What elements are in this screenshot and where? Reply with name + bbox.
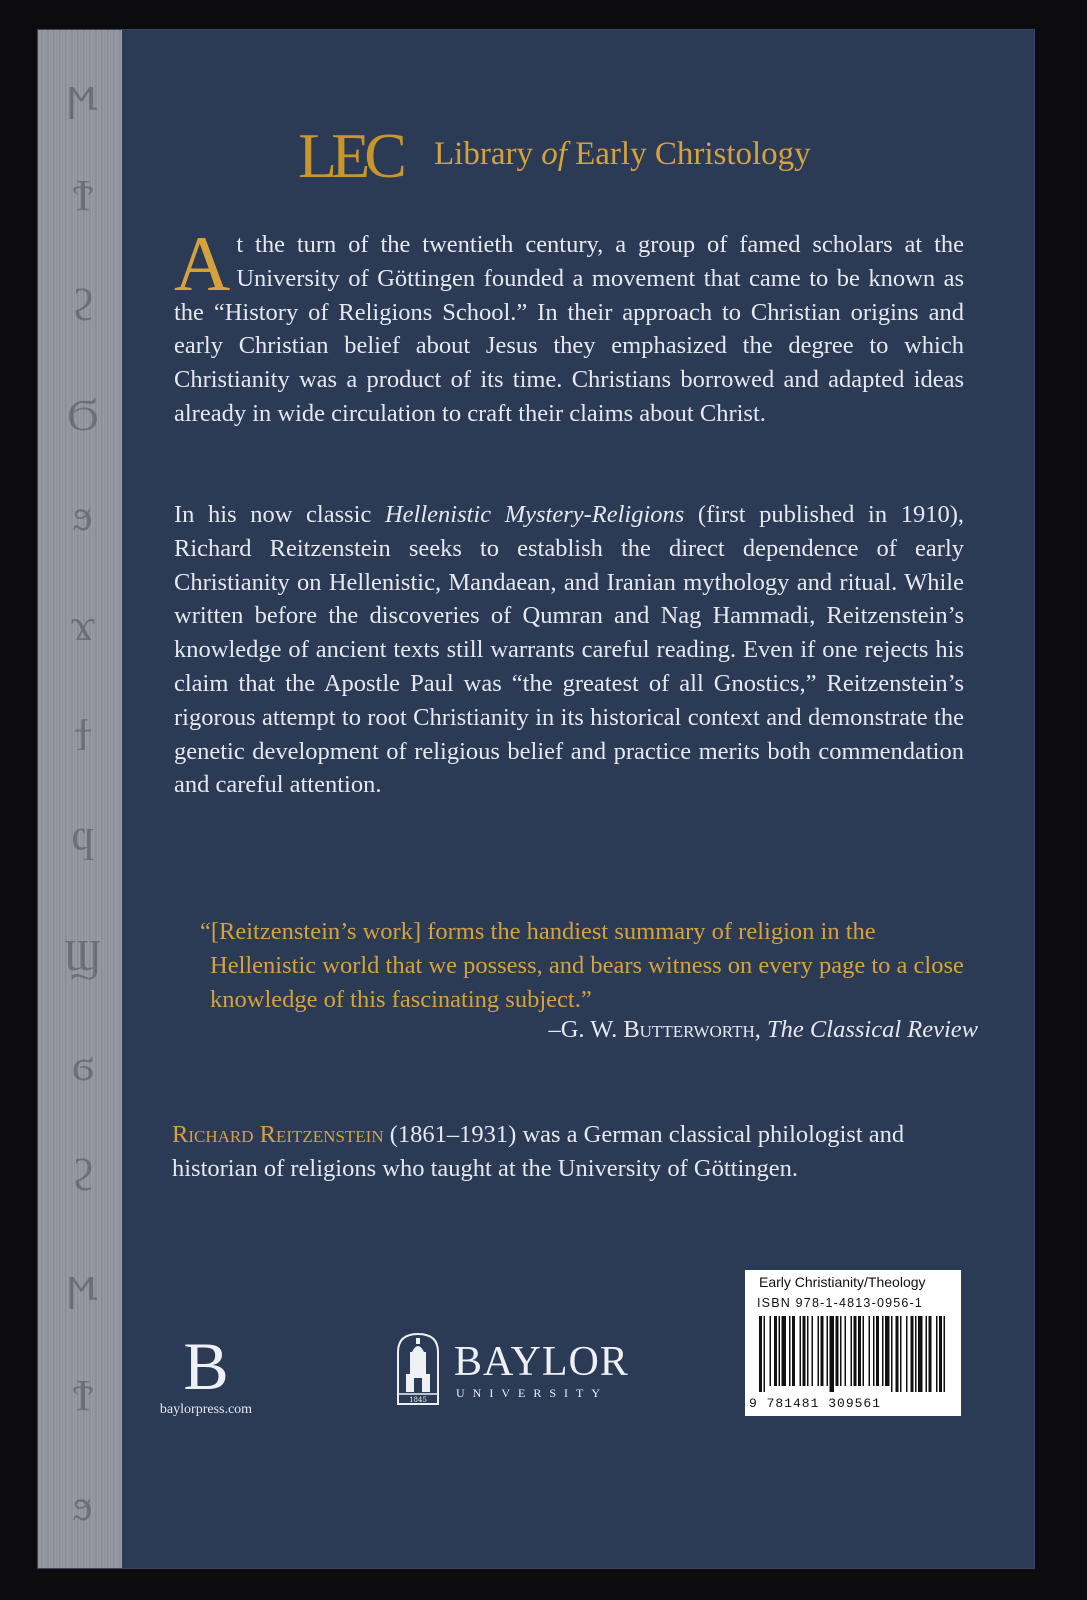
publisher-url: baylorpress.com xyxy=(159,1402,253,1417)
drop-cap: A xyxy=(174,220,231,307)
isbn-category: Early Christianity/Theology xyxy=(759,1274,926,1290)
endorsement-attribution: –G. W. Butterworth, The Classical Review xyxy=(548,1016,978,1043)
publisher-logo-letter: B xyxy=(183,1328,229,1404)
papyrus-glyph: ϧ xyxy=(73,490,93,541)
university-subtitle: UNIVERSITY xyxy=(456,1386,608,1400)
description-paragraph-1: At the turn of the twentieth century, a group of famed scholars at the University of Göttingen founded a movement that came to be known as the “History of Religions School.” In their approach to Christian origins and early Christian belief about Jesus they emphasized the degree to which Christianity was a product of its time. Christians borrowed and adapted ideas already in wide circulation to craft their claims about Christ. xyxy=(174,220,964,427)
papyrus-glyph: Ϯ xyxy=(72,1370,94,1421)
papyrus-glyph: ϧ xyxy=(73,1480,93,1531)
papyrus-glyph: ϩ xyxy=(71,1150,95,1201)
series-title: Library of Early Christology xyxy=(434,136,811,172)
papyrus-glyph: Ϯ xyxy=(72,170,94,221)
papyrus-glyph: ϻ xyxy=(67,70,99,121)
papyrus-glyph: ϻ xyxy=(67,1260,99,1311)
publisher-logo xyxy=(146,1328,266,1418)
cover-main-panel xyxy=(122,30,1034,1568)
series-logo: LEC xyxy=(298,120,401,191)
series-header xyxy=(298,120,918,194)
isbn-label xyxy=(745,1270,961,1416)
papyrus-glyph: Ϣ xyxy=(64,930,102,981)
isbn-number: ISBN 978-1-4813-0956-1 xyxy=(757,1296,924,1310)
barcode-digits: 9 781481 309561 xyxy=(749,1396,882,1411)
seal-year: 1845 xyxy=(409,1396,427,1404)
endorsement-author: G. W. Butterworth xyxy=(560,1016,755,1043)
university-name: BAYLOR xyxy=(454,1339,629,1385)
papyrus-glyph: ϥ xyxy=(71,820,95,871)
endorsement-source: The Classical Review xyxy=(767,1016,978,1043)
book-title: Hellenistic Mystery-Religions xyxy=(384,501,685,528)
university-logo xyxy=(394,1330,654,1410)
book-back-cover xyxy=(38,30,1034,1568)
university-seal-icon xyxy=(394,1330,442,1406)
spine-papyrus-texture xyxy=(38,30,122,1568)
author-bio: Richard Reitzenstein (1861–1931) was a German classical philologist and historian of religions who taught at the University of Göttingen. xyxy=(172,1121,905,1182)
description-paragraph-2: In his now classic Hellenistic Mystery-Religions (first published in 1910), Richard Reitzenstein seeks to establish the direct dependence of early Christianity on Hellenistic, Mandaean, and Iranian mythology and ritual. While written before the discoveries of Qumran and Nag Hammadi, Reitzenstein’s knowledge of ancient texts still warrants careful reading. Even if one rejects his claim that the Apostle Paul was “the greatest of all Gnostics,” Reitzenstein’s rigorous attempt to root Christianity in its historical context and demonstrate the genetic development of religious belief and practice merits both commendation and careful attention. xyxy=(174,501,964,799)
papyrus-glyph: Ϭ xyxy=(67,390,99,441)
papyrus-glyph: ϭ xyxy=(71,1040,95,1091)
endorsement-quote: “[Reitzenstein’s work] forms the handiest summary of religion in the Hellenistic world that we possess, and bears witness on every page to a close knowledge of this fascinating subject.” xyxy=(200,918,964,1013)
barcode-icon xyxy=(759,1316,945,1392)
author-name: Richard Reitzenstein xyxy=(172,1121,384,1148)
papyrus-glyph: ϫ xyxy=(70,600,96,651)
papyrus-glyph: ϯ xyxy=(74,710,92,761)
papyrus-glyph: ϩ xyxy=(71,280,95,331)
